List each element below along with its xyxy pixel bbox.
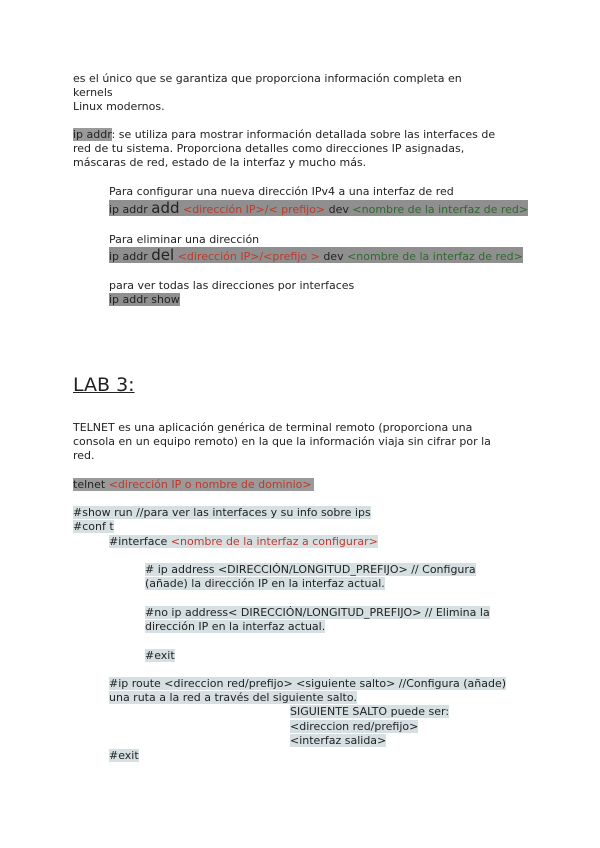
show-description: para ver todas las direcciones por interfaces [109,279,355,292]
conf-t-line [73,520,114,534]
paragraph-text: consola en un equipo remoto) en la que la información viaja sin cifrar por la [73,435,491,448]
command-text: ip addr show [109,293,180,306]
command-arg: <nombre de la interfaz de red> [352,203,529,216]
add-command [109,200,528,216]
command-text: dev [325,203,353,216]
command-keyword: add [151,199,180,217]
code-text: una ruta a la red a través del siguiente salto. [109,691,357,704]
next-hop-option [290,734,386,748]
paragraph-text: es el único que se garantiza que proporciona información completa en [73,72,462,85]
interface-line [109,535,378,549]
command-keyword: del [151,246,175,264]
paragraph-text: red de tu sistema. Proporciona detalles como direcciones IP asignadas, [73,142,465,155]
code-text: <direccion red/prefijo> [290,720,419,733]
exit-line [145,649,175,663]
del-description: Para eliminar una dirección [109,233,260,246]
command-text: ip addr [109,250,152,263]
next-hop-title [290,705,449,719]
paragraph-text: : se utiliza para mostrar información detallada sobre las interfaces de [111,128,496,141]
del-command [109,247,523,263]
command-highlight: ip addr [73,128,112,141]
code-text: #exit [145,649,175,662]
exit-line [109,749,139,763]
ip-route-line [109,677,506,691]
code-text: (añade) la dirección IP en la interfaz actual. [145,577,385,590]
code-text: #no ip address< DIRECCIÓN/LONGITUD_PREFIJO> // Elimina la [145,606,490,619]
code-text: #interface [109,535,171,548]
command-arg: <nombre de la interfaz de red> [347,250,523,263]
command-text: dev [319,250,348,263]
code-text: dirección IP en la interfaz actual. [145,620,326,633]
code-text: SIGUIENTE SALTO puede ser: [290,705,450,718]
command-arg: <dirección IP o nombre de dominio> [108,478,312,491]
ip-route-line [109,691,357,705]
command-text: telnet [73,478,109,491]
ip-address-line [145,563,476,577]
code-text: #ip route <direccion red/prefijo> <siguiente salto> //Configura (añade) [109,677,506,690]
code-text: #show run //para ver las interfaces y su info sobre ips [73,506,371,519]
command-text: ip addr [109,203,152,216]
code-text: #exit [109,749,139,762]
show-run-line [73,506,371,520]
paragraph-text: máscaras de red, estado de la interfaz y mucho más. [73,156,367,169]
show-command [109,293,180,307]
code-text: #conf t [73,520,114,533]
next-hop-option [290,720,418,734]
paragraph-text: TELNET es una aplicación genérica de terminal remoto (proporciona una [73,421,473,434]
ip-addr-description [73,128,495,142]
add-description: Para configurar una nueva dirección IPv4 a una interfaz de red [109,185,454,198]
telnet-command [73,478,314,492]
ip-address-line [145,577,385,591]
no-ip-address-line [145,606,490,620]
no-ip-address-line [145,620,325,634]
command-arg: <dirección IP>/< prefijo> [179,203,326,216]
paragraph-text: kernels [73,86,113,99]
code-text: <interfaz salida> [290,734,387,747]
command-arg: <dirección IP>/<prefijo > [174,250,320,263]
section-title: LAB 3: [73,374,135,396]
code-arg: <nombre de la interfaz a configurar> [170,535,378,548]
paragraph-text: Linux modernos. [73,100,165,113]
paragraph-text: red. [73,449,95,462]
code-text: # ip address <DIRECCIÓN/LONGITUD_PREFIJO> // Configura [145,563,476,576]
